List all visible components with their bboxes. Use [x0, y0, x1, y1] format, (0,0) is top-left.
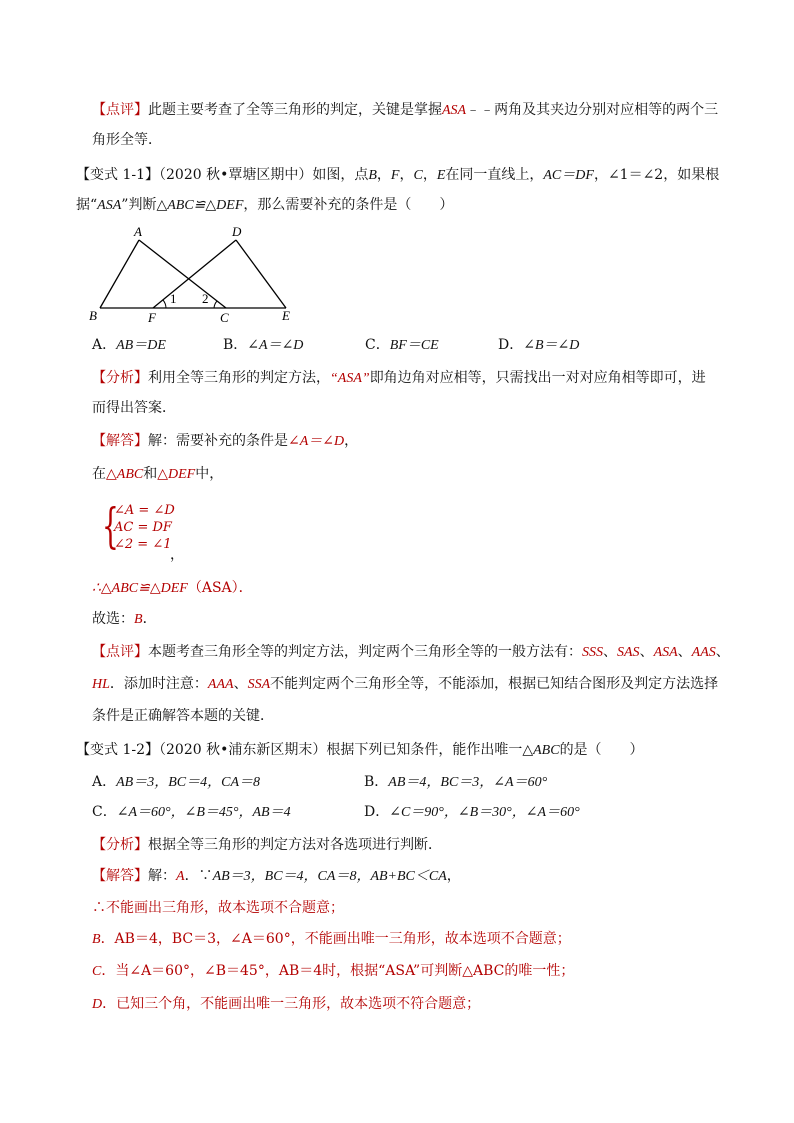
comment-1-line1: 【点评】此题主要考查了全等三角形的判定，关键是掌握ASA﹣﹣两角及其夹边分别对应相等的两个三: [92, 102, 719, 118]
option-1-a[interactable]: A．AB＝DE: [92, 337, 166, 353]
segment-ab: [100, 240, 139, 308]
equation-end-comma: ，: [170, 547, 184, 563]
equation-brace: {: [102, 498, 119, 554]
label-angle-2: 2: [202, 291, 209, 306]
option-1-d[interactable]: D．∠B＝∠D: [498, 337, 580, 353]
option-2-c[interactable]: C．∠A＝60°，∠B＝45°，AB＝4: [92, 804, 291, 820]
angle-1-arc: [163, 300, 166, 308]
option-1-b[interactable]: B．∠A＝∠D: [223, 337, 304, 353]
answer-2-line1: 【解答】解：A．∵AB＝3，BC＝4，CA＝8，AB+BC＜CA，: [92, 868, 461, 884]
comment-2-line2: HL．添加时注意：AAA、SSA不能判定两个三角形全等，不能添加，根据已知结合图形及判定方法选择: [92, 676, 719, 692]
comment-2-line3: 条件是正确解答本题的关键．: [92, 708, 274, 724]
segment-ac: [139, 240, 226, 308]
label-e: E: [282, 308, 290, 323]
answer-1-conclusion: ∴△ABC≌△DEF（ASA）．: [92, 580, 253, 596]
equation-row-2: AC = DF: [114, 520, 172, 535]
label-angle-1: 1: [170, 291, 177, 306]
segment-fd: [153, 240, 236, 308]
angle-2-arc: [214, 301, 217, 308]
answer-1-line2: 在△ABC和△DEF中，: [92, 466, 224, 482]
answer-1-line1: 【解答】解：需要补充的条件是∠A＝∠D，: [92, 433, 359, 449]
comment-1-line2: 角形全等．: [92, 132, 162, 148]
option-2-a[interactable]: A．AB＝3，BC＝4，CA＝8: [92, 774, 261, 790]
label-b: B: [89, 308, 97, 323]
equation-row-1: ∠A = ∠D: [114, 503, 175, 518]
answer-2-line2: ∴不能画出三角形，故本选项不合题意；: [92, 900, 344, 916]
label-f: F: [148, 310, 156, 324]
answer-1-choice: 故选：B．: [92, 611, 157, 627]
label-c: C: [220, 310, 229, 324]
variant-1-1-line1: 【变式 1-1】（2020 秋•覃塘区期中）如图，点B，F，C，E在同一直线上，AC＝DF，∠1＝∠2，如果根: [76, 167, 720, 183]
variant-1-2-line1: 【变式 1-2】（2020 秋•浦东新区期末）根据下列已知条件，能作出唯一△ABC的是（ ）: [76, 742, 644, 758]
analysis-1-line1: 【分析】利用全等三角形的判定方法，“ASA”即角边角对应相等，只需找出一对对应角相等即可，进: [92, 370, 706, 386]
label-a: A: [134, 224, 142, 239]
answer-2-line3: B．AB＝4，BC＝3，∠A＝60°，不能画出唯一三角形，故本选项不合题意；: [92, 931, 571, 947]
analysis-2: 【分析】根据全等三角形的判定方法对各选项进行判断．: [92, 837, 442, 853]
option-2-d[interactable]: D．∠C＝90°，∠B＝30°，∠A＝60°: [364, 804, 580, 820]
equation-row-3: ∠2 = ∠1: [114, 537, 172, 552]
option-1-c[interactable]: C．BF＝CE: [365, 337, 439, 353]
answer-2-line5: D．已知三个角，不能画出唯一三角形，故本选项不符合题意；: [92, 996, 481, 1012]
comment-2-line1: 【点评】本题考查三角形全等的判定方法，判定两个三角形全等的一般方法有：SSS、SAS、ASA、AAS、: [92, 644, 730, 660]
variant-tag: 【变式 1-1】: [76, 167, 159, 183]
analysis-1-line2: 而得出答案．: [92, 400, 176, 416]
option-2-b[interactable]: B．AB＝4，BC＝3，∠A＝60°: [364, 774, 548, 790]
triangle-figure: [84, 224, 314, 324]
answer-2-line4: C．当∠A＝60°，∠B＝45°，AB＝4时，根据“ASA”可判断△ABC的唯一性；: [92, 963, 575, 979]
label-d: D: [232, 224, 242, 239]
segment-de: [236, 240, 286, 308]
variant-1-1-line2: 据“ASA”判断△ABC≌△DEF，那么需要补充的条件是（ ）: [76, 197, 454, 213]
